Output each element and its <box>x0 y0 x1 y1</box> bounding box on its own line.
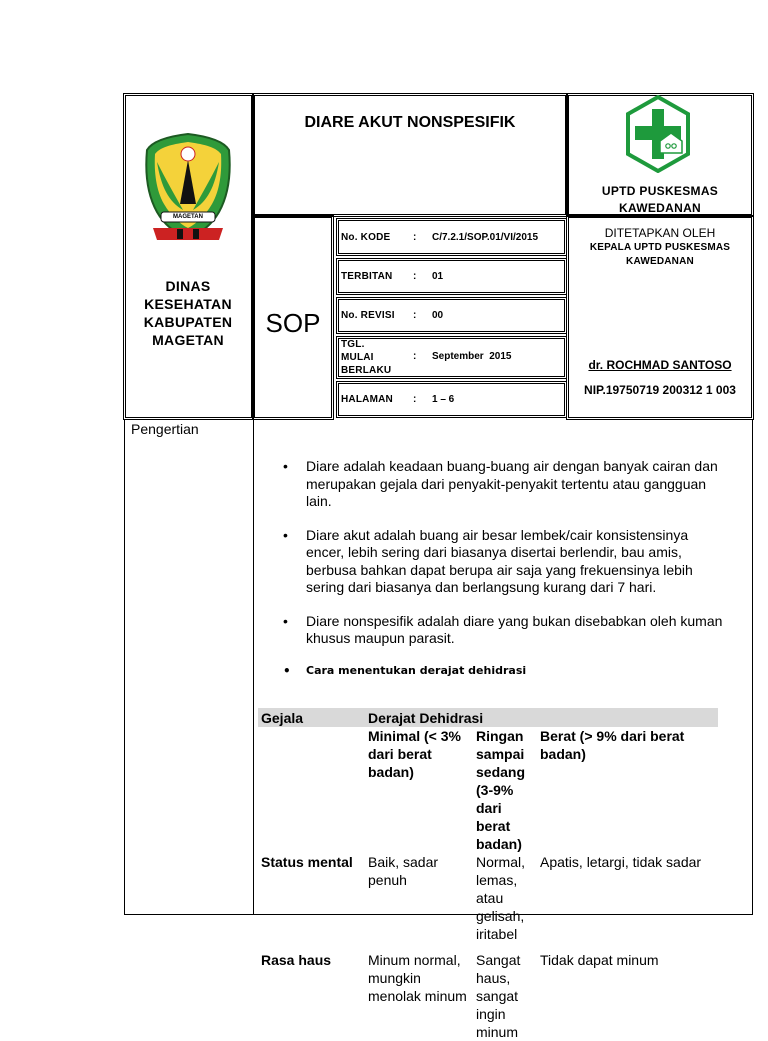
kode-value: C/7.2.1/SOP.01/VI/2015 <box>432 232 539 243</box>
sop-label: SOP <box>265 308 321 338</box>
ditetapkan-label: DITETAPKAN OLEH <box>604 226 716 240</box>
row-berat: Tidak dapat minum <box>540 952 659 968</box>
terbitan-value: 01 <box>432 271 444 282</box>
table-row <box>258 943 718 1041</box>
halaman-sep: : <box>413 394 417 405</box>
puskesmas-name: UPTD PUSKESMAS KAWEDANAN <box>601 184 719 215</box>
revisi-label: No. REVISI <box>341 310 395 321</box>
subheader-minimal: Minimal (< 3% dari berat badan) <box>368 728 461 780</box>
agency-name: DINAS KESEHATAN KABUPATEN MAGETAN <box>143 278 233 348</box>
list-item: • Diare nonspesifik adalah diare yang bukan disebabkan oleh kuman khusus maupun parasit. <box>283 613 723 648</box>
tgl-value: September 2015 <box>432 351 512 362</box>
terbitan-label: TERBITAN <box>341 271 393 282</box>
magetan-logo <box>143 132 233 244</box>
row-ringan: Normal, lemas, atau gelisah, iritabel <box>476 854 526 942</box>
row-minimal: Baik, sadar penuh <box>368 854 439 888</box>
tgl-sep: : <box>413 351 417 362</box>
puskesmas-logo <box>625 95 691 173</box>
table-header-row <box>258 708 718 727</box>
revisi-value: 00 <box>432 310 444 321</box>
tgl-label: TGL. MULAI BERLAKU <box>341 339 392 376</box>
row-berat: Apatis, letargi, tidak sadar <box>540 854 702 870</box>
list-item: • Diare akut adalah buang air besar lembek/cair konsistensinya encer, lebih sering dari biasanya disertai berlendir, bau amis, berbusa bahkan dapat berupa air saja yang frekuensinya lebih sering dari biasanya dan berlangsung kurang dari 7 hari. <box>283 527 723 597</box>
halaman-value: 1 – 6 <box>432 394 455 405</box>
table-row <box>258 853 718 943</box>
subheader-berat: Berat (> 9% dari berat badan) <box>540 728 685 762</box>
kepala-title: KEPALA UPTD PUSKESMAS KAWEDANAN <box>589 242 731 267</box>
list-item: • Cara menentukan derajat dehidrasi <box>283 664 723 678</box>
list-item: • Diare adalah keadaan buang-buang air dengan banyak cairan dan merupakan gejala dari penyakit-penyakit tertentu atau gangguan lain. <box>283 458 723 511</box>
row-gejala: Rasa haus <box>261 952 332 968</box>
section-label: Pengertian <box>131 421 199 437</box>
kode-sep: : <box>413 232 417 243</box>
definition-list <box>283 458 723 694</box>
logo-caption: MAGETAN <box>173 214 203 220</box>
row-gejala: Status mental <box>261 854 353 870</box>
title-cell <box>252 93 568 217</box>
signer-name: dr. ROCHMAD SANTOSO <box>588 358 732 372</box>
section-label-cell <box>124 419 254 915</box>
document-title: DIARE AKUT NONSPESIFIK <box>304 114 516 131</box>
revisi-sep: : <box>413 310 417 321</box>
table-header-derajat: Derajat Dehidrasi <box>365 708 718 727</box>
signer-nip: NIP.19750719 200312 1 003 <box>584 383 736 397</box>
row-minimal: Minum normal, mungkin menolak minum <box>368 952 467 1004</box>
halaman-label: HALAMAN <box>341 394 393 405</box>
row-ringan: Sangat haus, sangat ingin minum <box>476 952 521 1040</box>
table-header-gejala: Gejala <box>258 708 365 727</box>
dehydration-table <box>258 708 718 1041</box>
subheader-ringan: Ringan sampai sedang (3-9% dari berat badan) <box>476 728 526 852</box>
terbitan-sep: : <box>413 271 417 282</box>
table-subheader-row <box>258 727 718 853</box>
kode-label: No. KODE <box>341 232 391 243</box>
